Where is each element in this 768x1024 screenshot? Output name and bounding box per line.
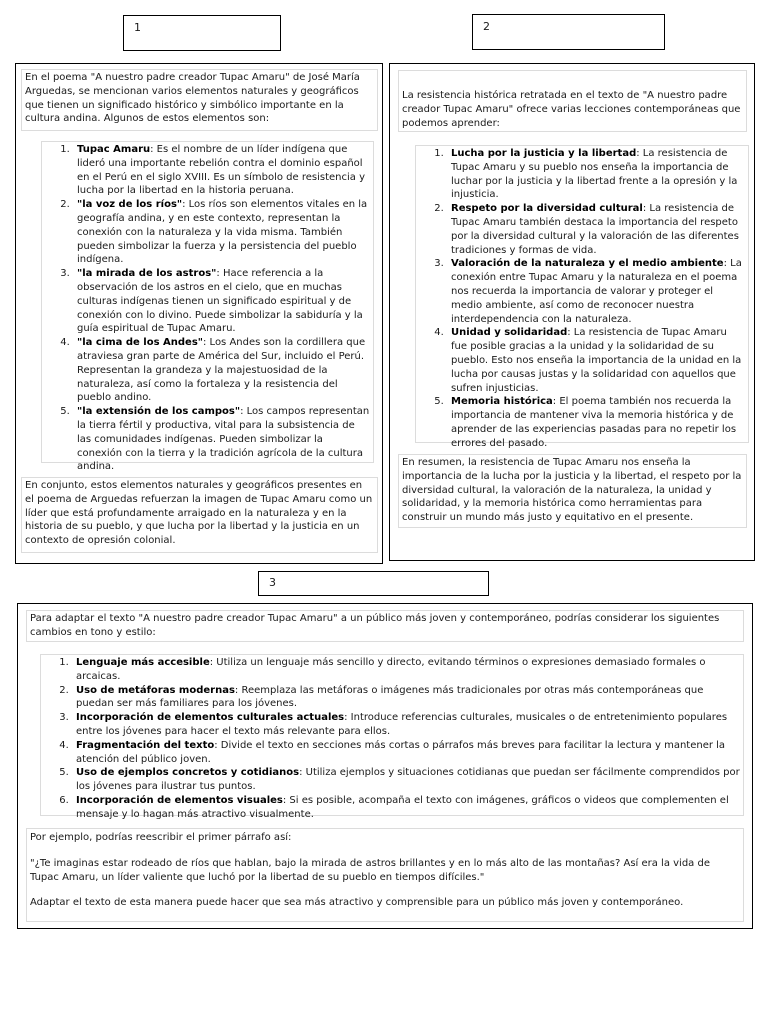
list-item: 5. Uso de ejemplos concretos y cotidianos: Utiliza ejemplos y situaciones cotidianas que puedan ser fácilmente comprendidos por los jóvenes para ilustrar tus puntos. xyxy=(72,766,740,794)
conclusion-text: En conjunto, estos elementos naturales y geográficos presentes en el poema de Arguedas refuerzan la imagen de Tupac Amaru como un líder que está profundamente arraigado en la naturaleza y en la historia de su pueblo, y que lucha por la libertad y la justicia en un contexto de opresión colonial. xyxy=(25,480,373,547)
list-item: 1. Lucha por la justicia y la libertad: La resistencia de Tupac Amaru y su pueblo nos enseña la importancia de luchar por la justicia y la libertad frente a la opresión y la injusticia. xyxy=(447,147,745,202)
section2-intro xyxy=(398,70,747,132)
list-item: 2. Respeto por la diversidad cultural: La resistencia de Tupac Amaru también destaca la importancia del respeto por la diversidad cultural y la valoración de las diferentes tradiciones y formas de vida. xyxy=(447,202,745,257)
list-item: 3. Incorporación de elementos culturales actuales: Introduce referencias culturales, musicales o de entretenimiento populares entre los jóvenes para hacer el texto más relevante para ellos. xyxy=(72,711,740,739)
section3-example xyxy=(26,828,744,922)
list-item: 5. "la extensión de los campos": Los campos representan la tierra fértil y productiva, vital para la subsistencia de las comunidades indígenas. Pueden simbolizar la conexión con la tierra y la tradición agrícola de la cultura andina. xyxy=(73,405,370,474)
example-quote: "¿Te imaginas estar rodeado de ríos que hablan, bajo la mirada de astros brillantes y en lo más alto de las montañas? Así era la vida de Tupac Amaru, un líder valiente que luchó por la libertad de su pueblo en tiempos difíciles." xyxy=(30,857,710,883)
intro-text: Para adaptar el texto "A nuestro padre creador Tupac Amaru" a un público más joven y contemporáneo, podrías considerar los siguientes cambios en tono y estilo: xyxy=(30,613,720,638)
list-item: 4. Fragmentación del texto: Divide el texto en secciones más cortas o párrafos más breves para facilitar la lectura y mantener la atención del público joven. xyxy=(72,739,740,767)
intro-text: En el poema "A nuestro padre creador Tupac Amaru" de José María Arguedas, se mencionan varios elementos naturales y geográficos que tienen un significado histórico y simbólico importante en la cultura andina. Algunos de estos elementos son: xyxy=(25,72,360,125)
list-item: 5. Memoria histórica: El poema también nos recuerda la importancia de mantener viva la memoria histórica y de aprender de las experiencias pasadas para no repetir los errores del pasado. xyxy=(447,395,745,450)
label-box-3 xyxy=(258,571,489,596)
section2-list xyxy=(419,147,745,451)
intro-text: La resistencia histórica retratada en el texto de "A nuestro padre creador Tupac Amaru" ofrece varias lecciones contemporáneas que podemos aprender: xyxy=(402,90,741,129)
section1-intro xyxy=(21,69,378,131)
example-outro: Adaptar el texto de esta manera puede hacer que sea más atractivo y comprensible para un público más joven y contemporáneo. xyxy=(30,897,684,909)
label-box-1 xyxy=(123,15,281,51)
list-item: 1. Lenguaje más accesible: Utiliza un lenguaje más sencillo y directo, evitando términos o expresiones demasiado formales o arcaicas. xyxy=(72,656,740,684)
example-intro: Por ejemplo, podrías reescribir el primer párrafo así: xyxy=(30,832,292,843)
section1-list xyxy=(45,143,370,474)
list-item: 2. Uso de metáforas modernas: Reemplaza las metáforas o imágenes más tradicionales por otras más contemporáneas que puedan ser más familiares para los jóvenes. xyxy=(72,684,740,712)
conclusion-text: En resumen, la resistencia de Tupac Amaru nos enseña la importancia de la lucha por la justicia y la libertad, el respeto por la diversidad cultural, la valoración de la naturaleza, la unidad y solidaridad, y la memoria histórica como herramientas para construir un mundo más justo y equitativo en el presente. xyxy=(402,457,742,524)
section2-list-box xyxy=(415,145,749,449)
section3-intro xyxy=(26,610,744,642)
section1-list-box xyxy=(41,141,374,473)
section3-list-box xyxy=(40,654,744,820)
label-box-2 xyxy=(472,14,665,50)
list-item: 3. Valoración de la naturaleza y el medio ambiente: La conexión entre Tupac Amaru y la naturaleza en el poema nos recuerda la importancia de valorar y proteger el medio ambiente, así como de reconocer nuestra interdependencia con la naturaleza. xyxy=(447,257,745,326)
list-item: 6. Incorporación de elementos visuales: Si es posible, acompaña el texto con imágenes, gráficos o videos que complementen el mensaje y lo hagan más atractivo visualmente. xyxy=(72,794,740,822)
label-number: 2 xyxy=(483,20,490,33)
section3-list xyxy=(44,656,740,822)
section1-conclusion xyxy=(21,477,378,553)
panel-section-2 xyxy=(389,63,755,561)
section2-conclusion xyxy=(398,454,747,528)
panel-section-3 xyxy=(17,603,753,929)
list-item: 4. "la cima de los Andes": Los Andes son la cordillera que atraviesa gran parte de América del Sur, incluido el Perú. Representan la grandeza y la majestuosidad de la naturaleza, así como la fortaleza y la resistencia del pueblo andino. xyxy=(73,336,370,405)
list-item: 2. "la voz de los ríos": Los ríos son elementos vitales en la geografía andina, y en este contexto, representan la conexión con la naturaleza y la vida misma. También pueden simbolizar la fuerza y la persistencia del pueblo indígena. xyxy=(73,198,370,267)
list-item: 4. Unidad y solidaridad: La resistencia de Tupac Amaru fue posible gracias a la unidad y la solidaridad de su pueblo. Esto nos enseña la importancia de la unidad en la lucha por causas justas y la solidaridad con aquellos que sufren injusticias. xyxy=(447,326,745,395)
label-number: 1 xyxy=(134,21,141,34)
list-item: 3. "la mirada de los astros": Hace referencia a la observación de los astros en el cielo, que en muchas culturas indígenas tienen un significado espiritual y de conexión con lo divino. Puede simbolizar la sabiduría y la guía espiritual de Tupac Amaru. xyxy=(73,267,370,336)
label-number: 3 xyxy=(269,576,276,589)
list-item: 1. Tupac Amaru: Es el nombre de un líder indígena que lideró una importante rebelión contra el dominio español en el Perú en el siglo XVIII. Es un símbolo de resistencia y lucha por la libertad en la historia peruana. xyxy=(73,143,370,198)
panel-section-1 xyxy=(15,63,383,564)
